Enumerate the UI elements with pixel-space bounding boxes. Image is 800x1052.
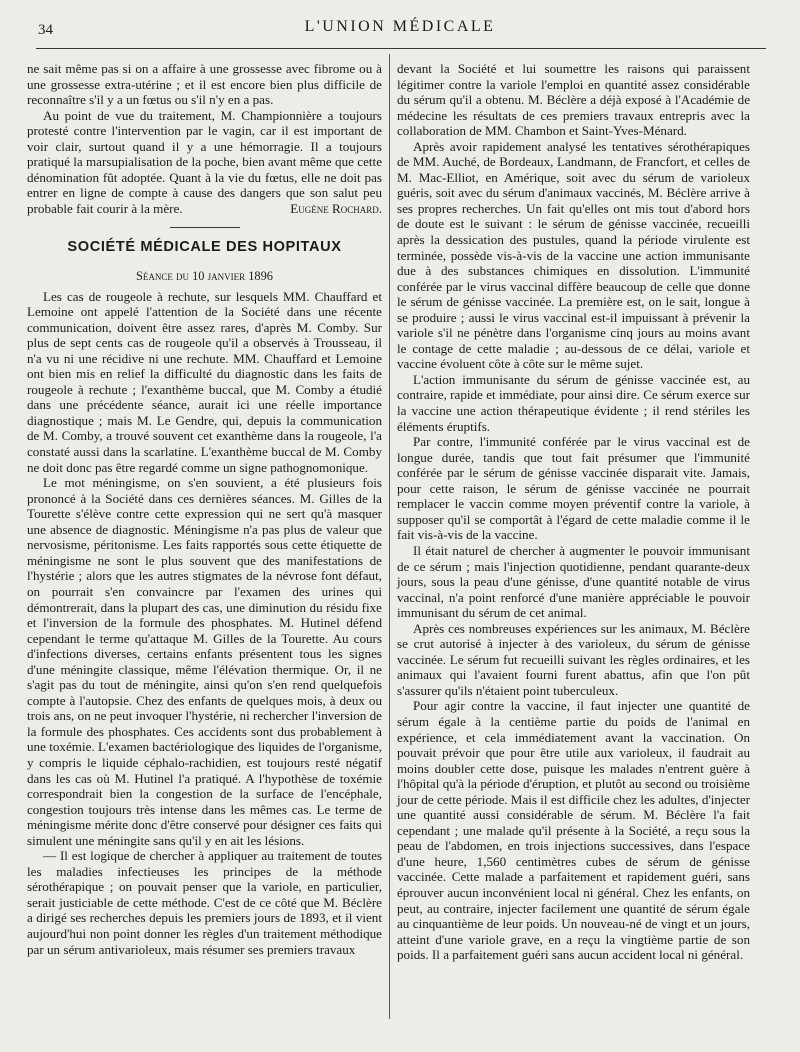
paragraph: Au point de vue du traitement, M. Championnière a toujours protesté contre l'intervention par le vagin, car il est important de voir clair, surtout quand il y a une hémorragie. Il a toujours pratiqué la marsupialisation de la poche, bien avant même que cette dénomination fût adoptée. Quant à la vie du fœtus, elle ne doit pas entrer en ligne de compte à cause des dangers que son salut peu probable fait courir à la mère. xyxy=(27,107,382,216)
header-rule xyxy=(36,48,766,49)
column-divider xyxy=(389,54,390,1019)
paragraph: ne sait même pas si on a affaire à une grossesse avec fibrome ou à une grossesse extra-utérine ; et il est encore bien plus difficile de reconnaître s'il y a un fœtus ou s'il n'y en a pas. xyxy=(27,61,382,108)
paragraph: Les cas de rougeole à rechute, sur lesquels MM. Chauffard et Lemoine ont appelé l'attention de la Société dans une récente communication, doivent être assez rares, d'après M. Comby. Sur plus de sept cents cas de rougeole qu'il a observés à Trousseau, il n'a vu ni une récidive ni une rechute. MM. Chauffard et Lemoine ont bien mis en relief la difficulté du diagnostic dans les faits de rougeole à rechute ; l'exanthème buccal, que M. Comby a étudié dans une précédente séance, aurait ici une réelle importance diagnostique ; mais M. Le Gendre, qui, depuis la communication de M. Comby, a trouvé souvent cet exanthème dans la rougeole, l'a constaté aussi dans la scarlatine. L'exanthème buccal de M. Comby ne doit donc pas être regardé comme un signe pathognomonique. xyxy=(27,288,382,475)
seance-label: Séance du xyxy=(136,269,189,284)
section-title: SOCIÉTÉ MÉDICALE DES HOPITAUX xyxy=(67,239,342,256)
journal-title: L'UNION MÉDICALE xyxy=(304,18,496,35)
paragraph: devant la Société et lui soumettre les raisons qui paraissent légitimer contre la variole l'emploi en quantité assez considérable du sérum qu'il a obtenu. M. Béclère a déjà exposé à l'Académie de médecine les résultats de ces premiers travaux entrepris avec la collaboration de MM. Chambon et Saint-Yves-Ménard. xyxy=(397,61,750,139)
left-column xyxy=(27,61,382,957)
right-column xyxy=(397,61,750,963)
paragraph: Après avoir rapidement analysé les tentatives sérothérapiques de MM. Auché, de Bordeaux, Landmann, de Francfort, et celles de M. Mac-Elliot, en Amérique, soit avec du sérum de varioleux guéris, soit avec du sérum d'animaux vaccinés, M. Béclère arrive à ses propres recherches. Un fait qu'elles ont mis tout d'abord hors de doute est le suivant : le sérum de génisse vaccinée, recueilli après la dessication des pustules, quand la période virulente est terminée, possède vis-à-vis de la vaccine une action immunisante due à des substances chimiques en dissolution. L'immunité conférée par le virus vaccinal diffère beaucoup de celle que donne le sérum de génisse vaccinée. La première est, on le sait, longue à se produire ; aussi le virus vaccinal est-il impuissant à prévenir la variole s'il ne pénètre dans l'organisme cinq jours au moins avant le contage de cette maladie ; au-dessous de ce délai, variole et vaccine évoluent côte à côte sur le même sujet. xyxy=(397,138,750,372)
running-header xyxy=(0,18,800,44)
paragraph: — Il est logique de chercher à appliquer au traitement de toutes les maladies infectieuses les principes de la méthode sérothérapique ; on pouvait penser que la variole, en particulier, serait justiciable de cette méthode. C'est de ce côté que M. Béclère a dirigé ses recherches depuis les premiers jours de 1893, et il vient aujourd'hui non point donner les règles d'un traitement méthodique par un sérum antivarioleux, mais résumer ses premiers travaux xyxy=(27,848,382,957)
section-separator xyxy=(170,227,240,228)
page-number: 34 xyxy=(38,22,53,38)
signature-text: Eugène Rochard. xyxy=(290,200,382,216)
paragraph: Il était naturel de chercher à augmenter le pouvoir immunisant de ce sérum ; mais l'injection quotidienne, pendant quarante-deux jours, sous la peau d'une génisse, d'une quantité notable de virus vaccinal, n'a point renforcé d'une manière appréciable le pouvoir immunisant du sérum de cet animal. xyxy=(397,542,750,621)
paragraph: Pour agir contre la vaccine, il faut injecter une quantité de sérum égale à la centième partie du poids de l'animal en expérience, et cela immédiatement avant la vaccination. On pouvait prévoir que pour être utile aux varioleux, il faudrait au moins doubler cette dose, puisque les malades n'entrent guère à l'hôpital qu'à la période d'éruption, et plutôt au second ou troisième jour de cette période. Mais il est difficile chez les adultes, d'injecter une quantité aussi considérable de sérum. M. Béclère l'a fait cependant ; une malade qu'il présente à la Société, a reçu sous la peau de l'abdomen, en trois injections successives, dans l'espace d'une heure, 1,560 centimètres cubes de sérum de génisse vaccinée. Cette malade a parfaitement et rapidement guéri, sans éprouver aucun inconvénient local ni général. Chez les enfants, on peut, au contraire, injecter facilement une quantité de sérum égale au cinquantième de leur poids. Un nouveau-né de vingt et un jours, atteint d'une variole grave, en a reçu la vingtième partie de son poids. Il a parfaitement guéri sans aucun accident local ni général. xyxy=(397,698,750,963)
seance-date: 10 janvier 1896 xyxy=(192,269,273,284)
paragraph: L'action immunisante du sérum de génisse vaccinée est, au contraire, rapide et immédiate, pour ainsi dire. Ce sérum exerce sur la vaccine une action thérapeutique évidente ; il rend stériles les éléments éruptifs. xyxy=(397,371,750,434)
paragraph: Le mot méningisme, on s'en souvient, a été plusieurs fois prononcé à la Société dans ces dernières séances. M. Gilles de la Tourette s'élève contre cette expression qui ne sert qu'à masquer une absence de diagnostic. Méningisme n'a pas plus de valeur que nervosisme, péritonisme. Les faits rapportés sous cette étiquette de méningisme ne sont le plus souvent que des manifestations de l'hystérie ; alors que les autres stigmates de la névrose font défaut, on pourrait s'en convaincre par l'examen des urines qui démontrerait, dans la plupart des cas, une diminution du résidu fixe et l'inversion de la formule des phosphates. M. Hutinel défend cependant le terme qu'attaque M. Gilles de la Tourette. Au cours d'infections diverses, certains enfants présentent tous les signes d'une méningite classique, même l'élévation thermique. Or, il ne s'agit pas du tout de méningite, ainsi qu'on s'en rend quelquefois compte à l'autopsie. Chez des enfants de quelques mois, à deux ou trois ans, on ne peut invoquer l'hystérie, ni rechercher l'inversion de la formule des phosphates. Ces accidents sont dus probablement à une toxémie. L'examen bactériologique des liquides de l'organisme, y compris le liquide céphalo-rachidien, est toujours resté négatif dans les cas où M. Hutinel l'a pratiqué. A l'hypothèse de toxémie correspondrait bien la congestion de la surface de l'encéphale, congestion toujours très intense dans les mêmes cas. Le terme de méningisme mérite donc d'être conservé pour désigner ces faits qui simulent une méningite sans qu'il y en ait les lésions. xyxy=(27,475,382,848)
paragraph: Par contre, l'immunité conférée par le virus vaccinal est de longue durée, tandis que tout fait présumer que l'immunité conférée par le sérum de génisse vaccinée disparait vite. Jamais, pour cette raison, le sérum de génisse vaccinée ne pourrait remplacer le vaccin comme moyen préventif contre la variole, à supposer qu'il se comportât à l'égard de cette maladie comme il le fait vis-à-vis de la vaccine. xyxy=(397,434,750,543)
seance-line xyxy=(27,269,382,285)
paragraph: Après ces nombreuses expériences sur les animaux, M. Béclère se crut autorisé à injecter à des varioleux, du sérum de génisse vaccinée. Le sérum fut recueilli suivant les règles ordinaires, et les animaux qui l'avaient fourni furent abattus, afin que l'on pût s'assurer qu'ils n'étaient point tuberculeux. xyxy=(397,620,750,698)
